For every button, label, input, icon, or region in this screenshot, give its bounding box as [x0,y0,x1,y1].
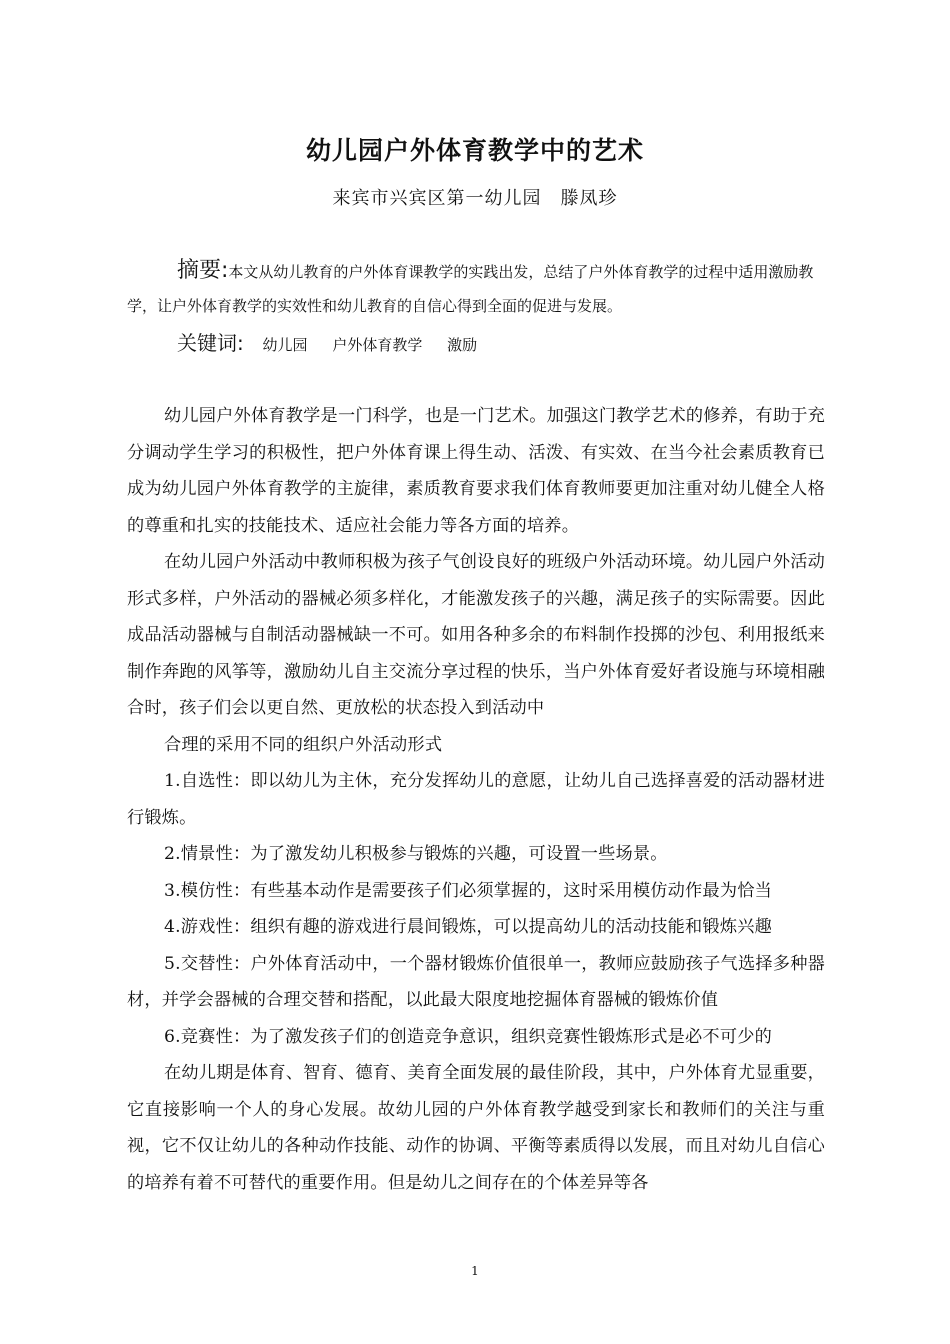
keywords-label: 关键词: [177,331,244,355]
list-item: 1.自选性：即以幼儿为主休，充分发挥幼儿的意愿，让幼儿自己选择喜爱的活动器材进行锻炼。 [127,771,825,828]
list-item: 6.竞赛性：为了激发孩子们的创造竞争意识，组织竞赛性锻炼形式是必不可少的 [164,1026,772,1047]
body-text [127,398,825,1201]
paragraph: 合理的采用不同的组织户外活动形式 [164,734,443,755]
keyword: 户外体育教学 [332,336,423,354]
page-number: 1 [471,1264,479,1278]
paragraph: 幼儿园户外体育教学是一门科学，也是一门艺术。加强这门教学艺术的修养，有助于充分调动学生学习的积极性，把户外体育课上得生动、活泼、有实效、在当今社会素质教育已成为幼儿园户外体育教学的主旋律，素质教育要求我们体育教师要更加注重对幼儿健全人格的尊重和扎实的技能技术、适应社会能力等各方面的培养。 [127,406,825,536]
author-line: 来宾市兴宾区第一幼儿园 滕凤珍 [332,188,618,209]
keywords [177,328,827,360]
keyword: 激励 [447,336,478,354]
paragraph: 在幼儿期是体育、智育、德育、美育全面发展的最佳阶段，其中，户外体育尤显重要，它直接影响一个人的身心发展。故幼儿园的户外体育教学越受到家长和教师们的关注与重视，它不仅让幼儿的各种动作技能、动作的协调、平衡等素质得以发展，而且对幼儿自信心的培养有着不可替代的重要作用。但是幼儿之间存在的个体差异等各 [127,1063,825,1193]
list-item: 3.模仿性：有些基本动作是需要孩子们必须掌握的，这时采用模仿动作最为恰当 [164,880,772,901]
list-item: 5.交替性：户外体育活动中，一个器材锻炼价值很单一，教师应鼓励孩子气选择多种器材，并学会器械的合理交替和搭配，以此最大限度地挖掘体育器械的锻炼价值 [127,953,825,1010]
paragraph: 在幼儿园户外活动中教师积极为孩子气创设良好的班级户外活动环境。幼儿园户外活动形式多样，户外活动的器械必须多样化，才能激发孩子的兴趣，满足孩子的实际需要。因此成品活动器械与自制活动器械缺一不可。如用各种多余的布料制作投掷的沙包、利用报纸来制作奔跑的风筝等，激励幼儿自主交流分享过程的快乐，当户外体育爱好者设施与环境相融合时，孩子们会以更自然、更放松的状态投入到活动中 [127,552,825,718]
abstract [127,254,827,323]
list-item: 4.游戏性：组织有趣的游戏进行晨间锻炼，可以提高幼儿的活动技能和锻炼兴趣 [164,917,772,937]
list-item: 2.情景性：为了激发幼儿积极参与锻炼的兴趣，可设置一些场景。 [164,844,668,864]
keyword: 幼儿园 [262,336,308,354]
abstract-text: 本文从幼儿教育的户外体育课教学的实践出发，总结了户外体育教学的过程中适用激励教学，让户外体育教学的实效性和幼儿教育的自信心得到全面的促进与发展。 [127,263,814,315]
document-title: 幼儿园户外体育教学中的艺术 [305,136,644,165]
abstract-label: 摘要: [177,258,229,283]
